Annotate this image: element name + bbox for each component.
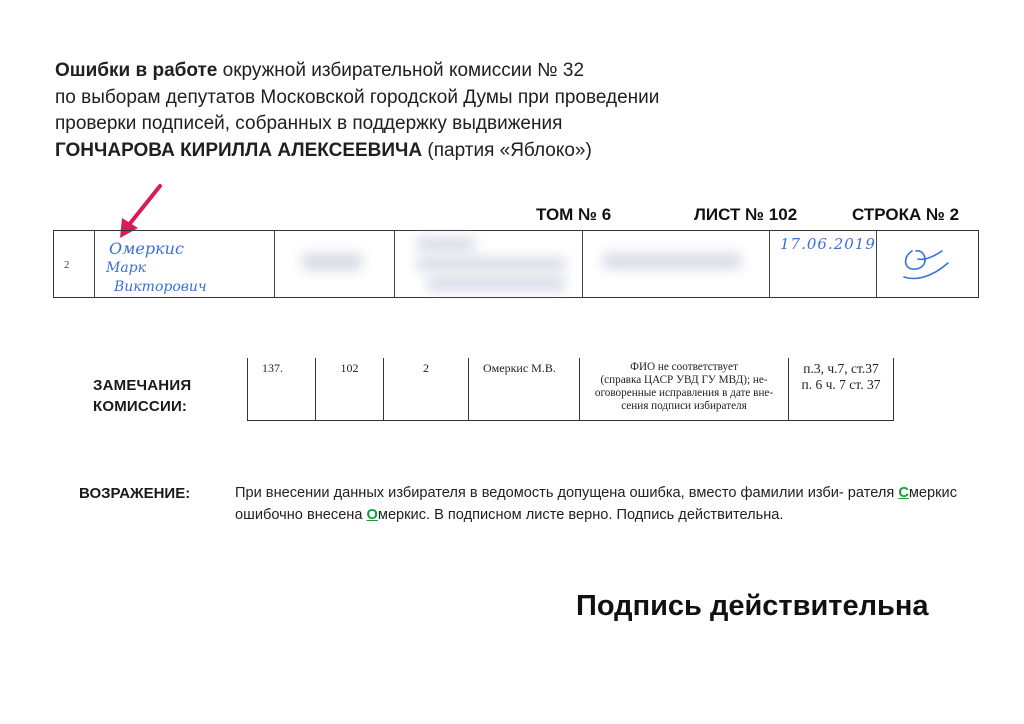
handwritten-surname: Омеркис bbox=[109, 239, 184, 258]
remarks-row: 2 bbox=[384, 358, 469, 421]
candidate-party: (партия «Яблоко») bbox=[422, 139, 592, 161]
handwritten-date: 17.06.2019 bbox=[780, 235, 876, 253]
remarks-label-line-2: КОМИССИИ: bbox=[93, 398, 188, 415]
objection-text-part: меркис ошибочно внесена bbox=[235, 485, 957, 523]
header-line-4 bbox=[55, 138, 659, 165]
verdict: Подпись действительна bbox=[576, 590, 929, 622]
scan-divider bbox=[394, 231, 395, 297]
header-line-2: по выборам депутатов Московской городской Думы при проведении bbox=[55, 86, 660, 108]
candidate-name: ГОНЧАРОВА КИРИЛЛА АЛЕКСЕЕВИЧА bbox=[55, 139, 423, 161]
header-line-3: проверки подписей, собранных в поддержку выдвижения bbox=[55, 113, 563, 134]
scan-divider bbox=[582, 231, 583, 297]
wrong-letter-highlight: О bbox=[366, 507, 378, 523]
remarks-table bbox=[247, 358, 894, 421]
objection-text bbox=[235, 482, 975, 526]
header-line-1 bbox=[55, 58, 659, 85]
sheet-label: ЛИСТ № 102 bbox=[694, 205, 798, 224]
objection-text-part: При внесении данных избирателя в ведомость допущена ошибка, вместо фамилии изби- рателя bbox=[235, 485, 899, 501]
issue-line: (справка ЦАСР УВД ГУ МВД); не- bbox=[600, 374, 768, 386]
issue-line: оговоренные исправления в дате вне- bbox=[594, 387, 774, 399]
table-row bbox=[248, 358, 894, 421]
header-title-bold: Ошибки в работе bbox=[55, 60, 218, 81]
redacted-address bbox=[416, 257, 566, 271]
scanned-signature-row bbox=[53, 230, 979, 298]
scan-divider bbox=[876, 231, 877, 297]
remarks-sheet: 102 bbox=[316, 358, 384, 421]
voter-signature-icon bbox=[896, 237, 956, 289]
remarks-label-line-1: ЗАМЕЧАНИЯ bbox=[93, 377, 192, 394]
remarks-voter-name: Омеркис М.В. bbox=[469, 358, 580, 421]
redacted-address bbox=[426, 277, 566, 291]
article-line: п.3, ч.7, ст.37 bbox=[803, 361, 879, 376]
scan-divider bbox=[274, 231, 275, 297]
remarks-law-article bbox=[789, 358, 894, 421]
remarks-entry-number: 137. bbox=[248, 358, 316, 421]
scan-divider bbox=[769, 231, 770, 297]
handwritten-patronymic: Викторович bbox=[114, 279, 207, 295]
handwritten-first-name: Марк bbox=[106, 260, 147, 276]
scan-row-number: 2 bbox=[64, 259, 70, 271]
redacted-passport bbox=[602, 253, 742, 269]
redacted-birth-year bbox=[302, 253, 362, 271]
issue-line: ФИО не соответствует bbox=[630, 361, 738, 373]
header-title-rest: окружной избирательной комиссии № 32 bbox=[217, 60, 585, 81]
remarks-label bbox=[93, 375, 191, 417]
remarks-issue bbox=[580, 358, 789, 421]
correct-letter-highlight: С bbox=[898, 485, 909, 501]
document-header bbox=[55, 58, 659, 164]
issue-line: сения подписи избирателя bbox=[621, 400, 747, 412]
redacted-address bbox=[416, 237, 476, 251]
objection-label: ВОЗРАЖЕНИЕ: bbox=[79, 485, 191, 502]
volume-label: ТОМ № 6 bbox=[536, 205, 612, 224]
row-label: СТРОКА № 2 bbox=[852, 205, 960, 224]
scan-divider bbox=[94, 231, 95, 297]
article-line: п. 6 ч. 7 ст. 37 bbox=[801, 377, 881, 392]
objection-text-part: меркис. В подписном листе верно. Подпись действительна. bbox=[377, 507, 784, 523]
